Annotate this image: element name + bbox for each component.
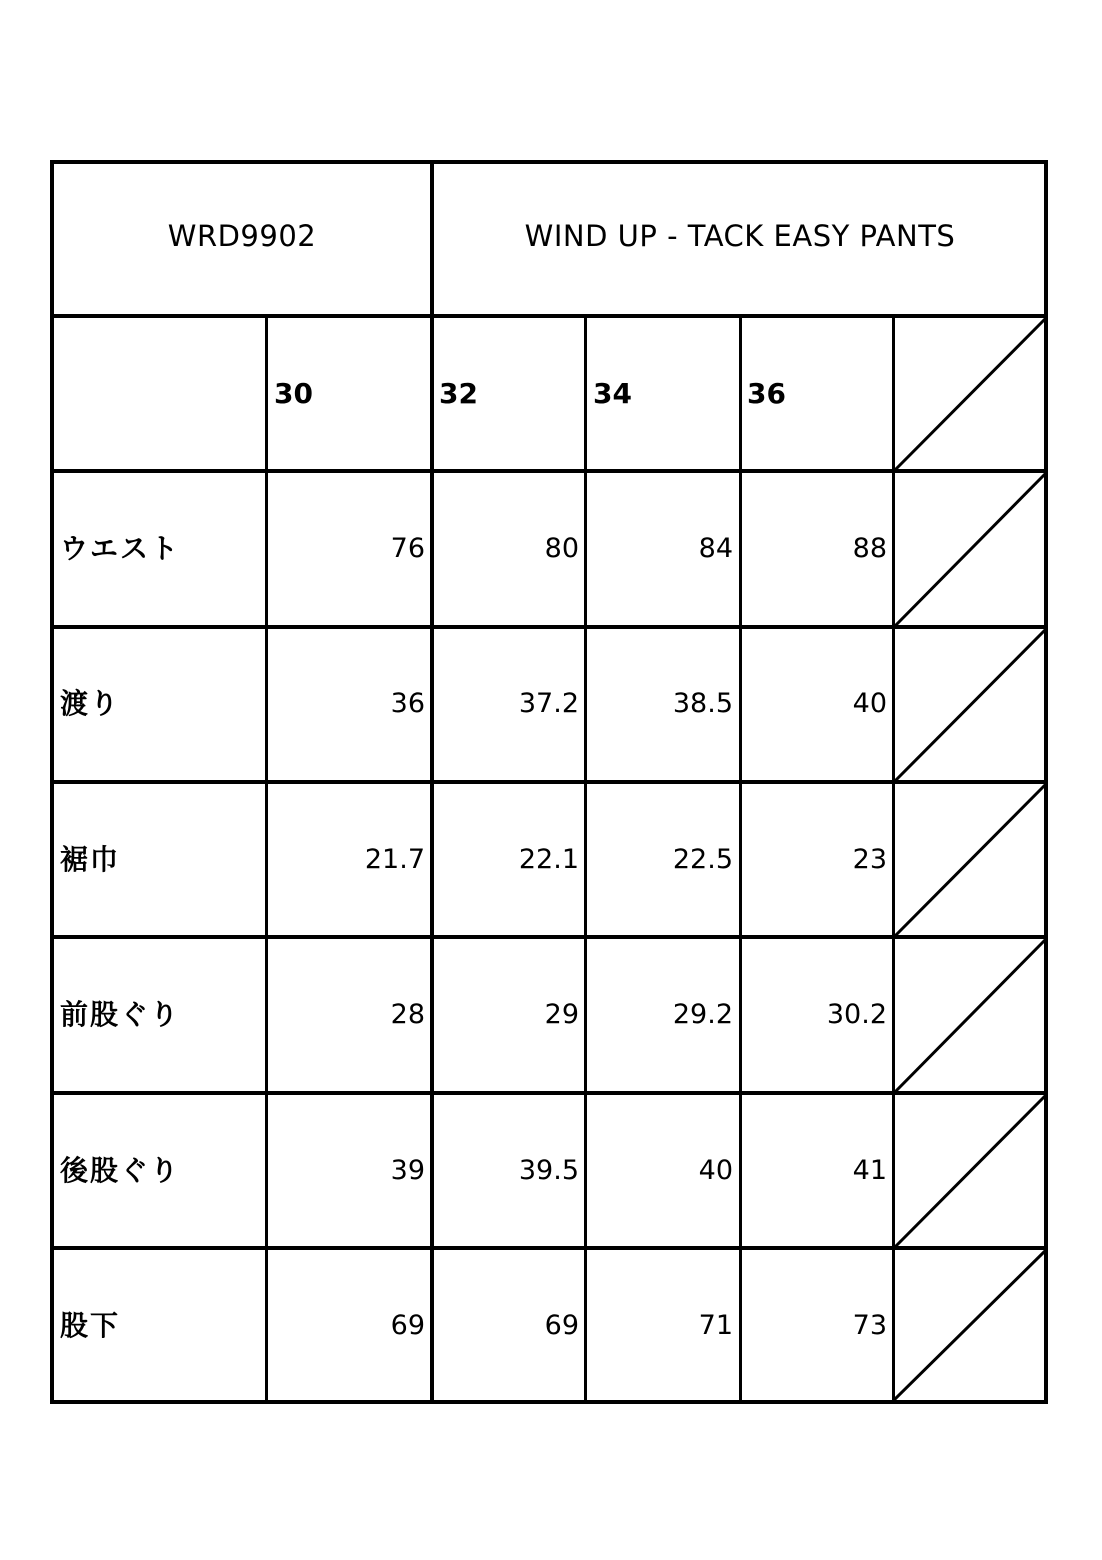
measure-value: 29: [544, 999, 579, 1030]
measure-value: 76: [390, 533, 425, 564]
diagonal-slash: [894, 939, 1046, 1093]
measure-value: 23: [852, 844, 887, 875]
measure-label-waist: ウエスト: [60, 532, 181, 565]
measure-value: 39: [390, 1155, 425, 1186]
size-label: 30: [274, 377, 313, 410]
measure-value: 80: [544, 533, 579, 564]
size-label: 34: [593, 377, 632, 410]
diagonal-slash: [894, 1250, 1046, 1400]
diagonal-slash: [894, 473, 1046, 627]
measure-value: 40: [698, 1155, 733, 1186]
measure-value: 69: [390, 1310, 425, 1341]
measure-value: 29.2: [672, 999, 733, 1030]
diagonal-slash: [894, 629, 1046, 782]
product-name: WIND UP - TACK EASY PANTS: [524, 219, 956, 253]
model-code: WRD9902: [167, 219, 317, 253]
measure-value: 28: [390, 999, 425, 1030]
diagonal-slash: [894, 1095, 1046, 1248]
measure-value: 73: [852, 1310, 887, 1341]
size-label: 36: [747, 377, 786, 410]
diagonal-slash: [894, 318, 1046, 471]
measure-value: 41: [852, 1155, 887, 1186]
measure-label-inseam: 股下: [60, 1309, 121, 1342]
measure-value: 37.2: [518, 688, 579, 719]
diagonal-slash: [894, 784, 1046, 937]
measure-value: 88: [852, 533, 887, 564]
measure-value: 39.5: [518, 1155, 579, 1186]
size-label: 32: [439, 377, 478, 410]
measure-label-hem: 裾巾: [60, 843, 121, 876]
measure-label-back-rise: 後股ぐり: [60, 1154, 181, 1187]
measure-value: 38.5: [672, 688, 733, 719]
measure-label-front-rise: 前股ぐり: [60, 998, 181, 1031]
measure-value: 84: [698, 533, 733, 564]
measure-label-thigh: 渡り: [60, 687, 121, 720]
measure-value: 36: [390, 688, 425, 719]
measure-value: 71: [698, 1310, 733, 1341]
measure-value: 22.1: [518, 844, 579, 875]
measure-value: 22.5: [672, 844, 733, 875]
measure-value: 40: [852, 688, 887, 719]
measure-value: 30.2: [826, 999, 887, 1030]
measure-value: 69: [544, 1310, 579, 1341]
measure-value: 21.7: [364, 844, 425, 875]
